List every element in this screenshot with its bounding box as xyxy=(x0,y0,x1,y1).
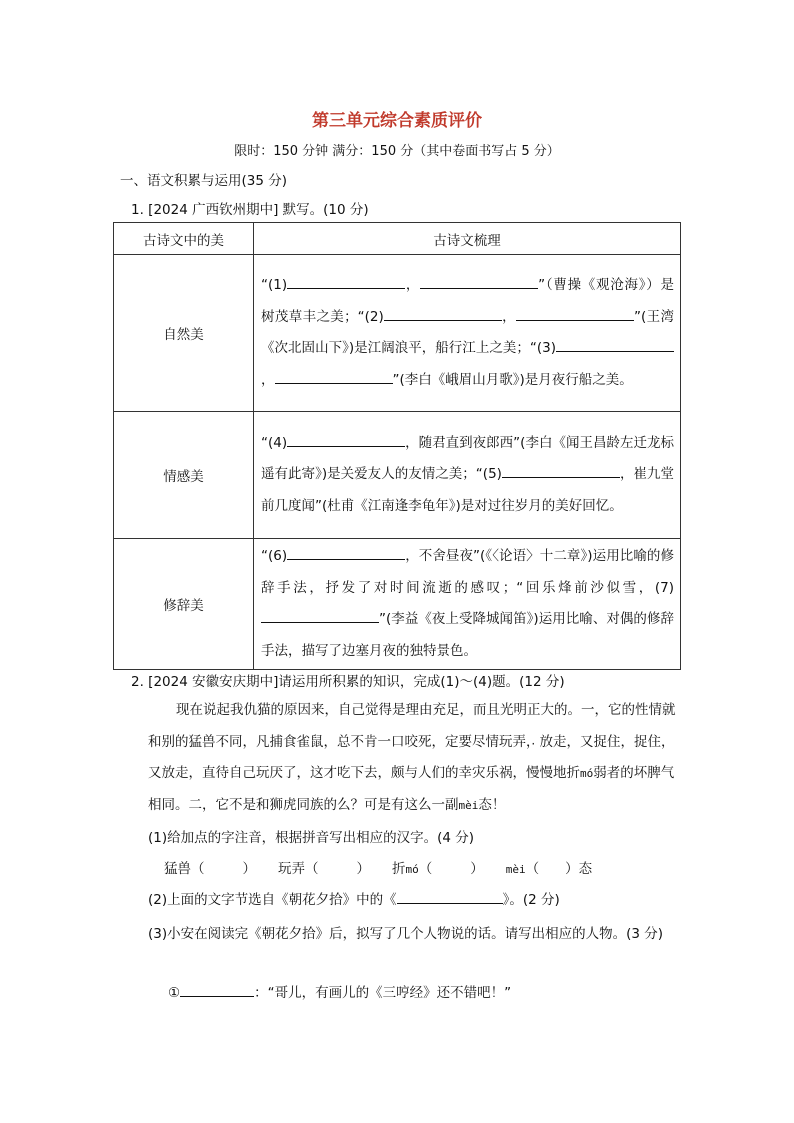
dotted-character: 弄 · xyxy=(513,734,527,750)
poetry-table xyxy=(113,222,681,670)
sub-question-1-items xyxy=(164,857,592,877)
text-fragment: ”(王湾《次北固山下》)是江阔浪平，船行江上之美；“(3) xyxy=(261,308,675,356)
row-content xyxy=(254,539,681,670)
pinyin-text: mèi xyxy=(458,798,479,812)
item-text: ① xyxy=(168,985,181,1001)
text-fragment: “(1) xyxy=(261,277,288,293)
item-text: （ xyxy=(418,861,433,877)
sub-question-2 xyxy=(148,888,560,908)
row-label: 情感美 xyxy=(114,412,254,539)
answer-blank[interactable] xyxy=(287,545,405,560)
text-fragment: ”(李益《夜上受降城闻笛》)运用比喻、对偶的修辞手法，描写了边塞月夜的独特景色。 xyxy=(261,611,674,659)
table-header-row xyxy=(114,223,681,255)
pinyin-text: mó xyxy=(405,863,419,876)
answer-blank[interactable] xyxy=(556,337,674,352)
answer-blank[interactable] xyxy=(397,889,503,904)
passage-text: 弱者的坏脾气相同。二，它不是和狮虎同族的么？可是有这么一副 xyxy=(148,765,675,813)
passage-text: ，放走，又捉住，捉住，又放走，直待自己玩厌了，这才吃下去，颇与人们的幸灾乐祸，慢慢地折 xyxy=(148,733,675,781)
item-text: 折 xyxy=(392,861,406,877)
item-text: 玩弄（ xyxy=(278,861,319,877)
sub-question-3: (3)小安在阅读完《朝花夕拾》后，拟写了几个人物说的话。请写出相应的人物。(3 分) xyxy=(148,926,664,942)
answer-blank[interactable] xyxy=(275,369,393,384)
text-fragment: ， xyxy=(405,277,421,293)
text-fragment: ， xyxy=(261,371,275,388)
item-text: ） xyxy=(470,861,484,877)
item-text: （ xyxy=(525,861,540,877)
passage-text: 现在说起我仇猫的原因来，自己觉得是理由充足，而且光明正大的。一，它的性情就和别的猛 xyxy=(148,702,676,750)
answer-blank[interactable] xyxy=(287,274,405,289)
text-fragment: ，不舍昼夜”(《〈论语〉十二章》)运用比喻的修辞手法，抒发了对时间流逝的感叹；“回乐烽前沙似雪，(7) xyxy=(261,548,674,596)
answer-blank[interactable] xyxy=(502,463,620,478)
row-content xyxy=(254,255,681,412)
page-title: 第三单元综合素质评价 xyxy=(312,111,482,131)
item-text: ）态 xyxy=(565,861,593,877)
exam-subtitle: 限时：150 分钟 满分：150 分（其中卷面书写占 5 分） xyxy=(234,144,560,159)
answer-blank[interactable] xyxy=(516,306,634,321)
table-header-cell: 古诗文梳理 xyxy=(254,223,681,255)
table-row xyxy=(114,255,681,412)
text-fragment: ，随君直到夜郎西”(李白《闻王昌龄左迁龙标遥有此寄》)是关爱友人的友情之美；“(5) xyxy=(261,434,674,483)
passage-text: 态！ xyxy=(478,796,506,813)
passage-text: 不同，凡捕食雀鼠，总不肯一口咬死，定要尽情玩 xyxy=(215,733,513,750)
text-fragment: ， xyxy=(501,308,517,325)
question-2-stem: 2. [2024 安徽安庆期中]请运用所积累的知识，完成(1)～(4)题。(12 分) xyxy=(131,674,565,690)
pinyin-text: mèi xyxy=(505,863,526,876)
text-fragment: ”（曹操《观沧海》）是树茂草丰之美；“(2) xyxy=(261,277,674,325)
text-fragment: “(4) xyxy=(261,434,288,451)
table-header-cell: 古诗文中的美 xyxy=(114,223,254,255)
answer-blank[interactable] xyxy=(384,306,502,321)
row-content xyxy=(254,412,681,539)
answer-blank[interactable] xyxy=(287,432,405,447)
text-fragment: ，崔九堂前几度闻”(杜甫《江南逢李龟年》)是对过往岁月的美好回忆。 xyxy=(261,466,674,514)
item-text: ） xyxy=(242,861,256,877)
item-text: ） xyxy=(356,861,370,877)
item-text: ：“哥儿，有画儿的《三哼经》还不错吧！” xyxy=(254,985,512,1001)
pinyin-text: mó xyxy=(580,767,594,780)
item-text: 猛兽（ xyxy=(164,861,205,877)
sub-question-1: (1)给加点的字注音，根据拼音写出相应的汉字。(4 分) xyxy=(148,830,475,846)
table-row xyxy=(114,412,681,539)
answer-blank[interactable] xyxy=(420,274,538,289)
dotted-character: 兽 · xyxy=(202,734,216,750)
table-row xyxy=(114,539,681,670)
text-fragment: “(6) xyxy=(261,548,288,564)
item-text: 》。(2 分) xyxy=(502,892,560,908)
sub-question-3-item xyxy=(168,981,511,1001)
reading-passage xyxy=(148,695,676,821)
question-1-stem: 1. [2024 广西钦州期中] 默写。(10 分) xyxy=(131,202,369,218)
text-fragment: ”(李白《峨眉山月歌》)是月夜行船之美。 xyxy=(392,371,633,388)
answer-blank[interactable] xyxy=(261,608,379,623)
item-text: (2)上面的文字节选自《朝花夕拾》中的《 xyxy=(148,892,397,908)
row-label: 自然美 xyxy=(114,255,254,412)
answer-blank[interactable] xyxy=(180,982,254,997)
row-label: 修辞美 xyxy=(114,539,254,670)
section-heading: 一、语文积累与运用(35 分) xyxy=(120,173,288,189)
